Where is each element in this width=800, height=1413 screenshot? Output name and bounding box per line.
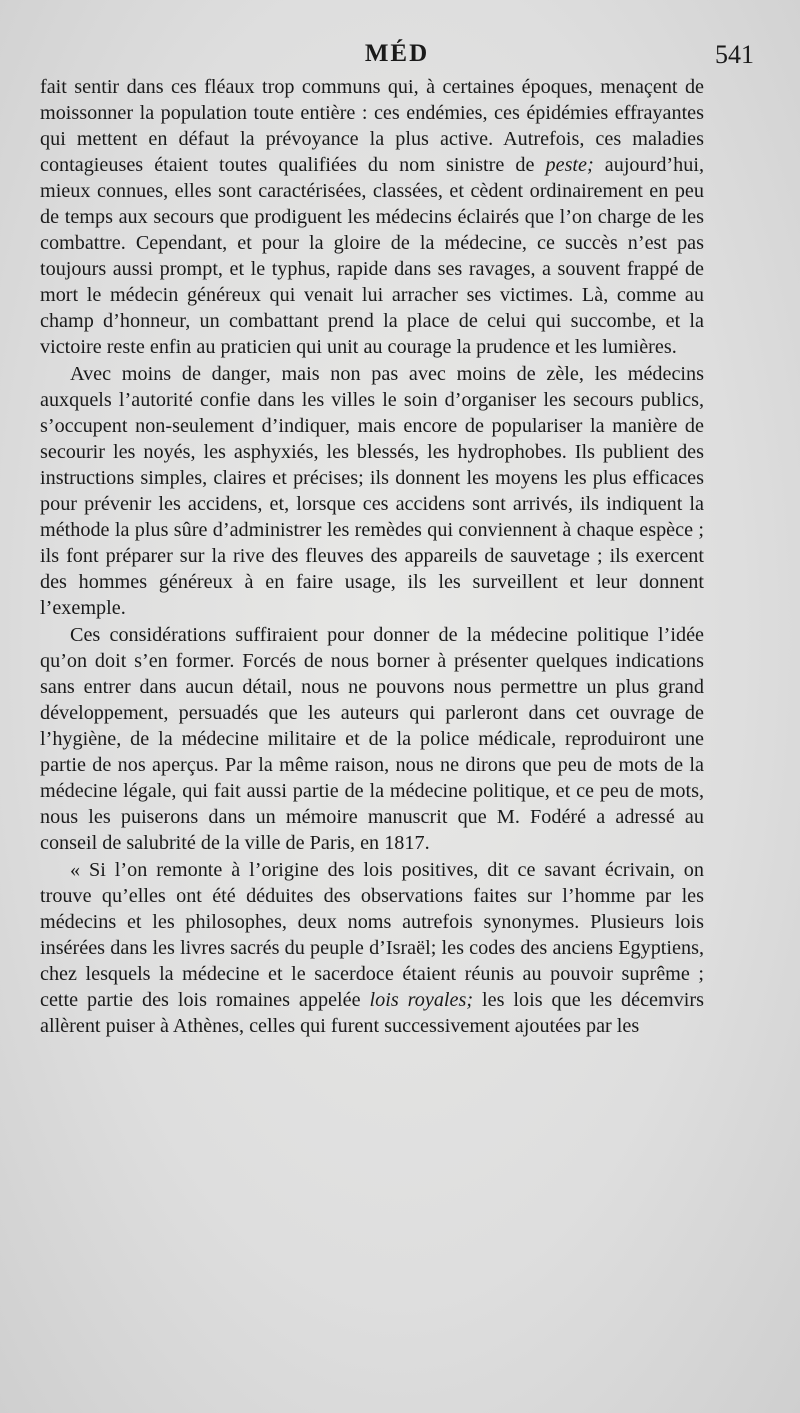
italic-term-lois-royales: lois royales;	[369, 989, 474, 1011]
running-head: MÉD	[364, 40, 430, 67]
paragraph-text: fait sentir dans ces fléaux trop communs qui, à certaines époques, menaçent de moissonner la population toute entière : ces endémies, ces épidémies effrayantes qui mettent en défaut la prévoyance la plus active. Autrefois, ces maladies contagieuses étaient toutes qualifiées du nom sinistre de	[40, 76, 704, 176]
paragraph-text: aujourd’hui, mieux connues, elles sont caractérisées, classées, et cèdent ordinairement en peu de temps aux secours que prodiguent les médecins éclairés que l’on charge de les combattre. Cependant, et pour la gloire de la médecine, ce succès n’est pas toujours aussi prompt, et le typhus, rapide dans ses ravages, a souvent frappé de mort le médecin généreux qui venait lui arracher ses victimes. Là, comme au champ d’honneur, un combattant prend la place de celui qui succombe, et la victoire reste enfin au praticien qui unit au courage la prudence et les lumières.	[40, 154, 705, 358]
italic-term-peste: peste;	[545, 154, 594, 176]
paragraph-text: « Si l’on remonte à l’origine des lois positives, dit ce savant écrivain, on trouve qu’elles ont été déduites des observations faites sur l’homme par les médecins et les philosophes, deux noms autrefois synonymes. Plusieurs lois insérées dans les livres sacrés du peuple d’Israël; les codes des anciens Egyptiens, chez lesquels la médecine et le sacerdoce étaient réunis au pouvoir suprême ; cette partie des lois romaines appelée	[40, 859, 704, 1011]
paragraph-2	[40, 361, 704, 621]
paragraph-text: Ces considérations suffiraient pour donner de la médecine politique l’idée qu’on doit s’en former. Forcés de nous borner à présenter quelques indications sans entrer dans aucun détail, nous ne pouvons nous permettre un plus grand développement, persuadés que les auteurs qui parleront dans cet ouvrage de l’hygiène, de la médecine militaire et de la police médicale, reproduiront une partie de nos aperçus. Par la même raison, nous ne dirons que peu de mots de la médecine légale, qui fait aussi partie de la médecine politique, et ce peu de mots, nous les puiserons dans un mémoire manuscrit que M. Fodéré a adressé au conseil de salubrité de la ville de Paris, en 1817.	[40, 624, 704, 854]
paragraph-4	[40, 857, 704, 1039]
paragraph-3	[40, 622, 704, 856]
paragraph-text: Avec moins de danger, mais non pas avec moins de zèle, les médecins auxquels l’autorité confie dans les villes le soin d’organiser les secours publics, s’occupent non-seulement d’indiquer, mais encore de populariser la manière de secourir les noyés, les asphyxiés, les blessés, les hydrophobes. Ils publient des instructions simples, claires et précises; ils donnent les moyens les plus efficaces pour prévenir les accidens, et, lorsque ces accidens sont arrivés, ils indiquent la méthode la plus sûre d’administrer les remèdes qui conviennent à chaque espèce ; ils font préparer sur la rive des fleuves des appareils de sauvetage ; ils exercent des hommes généreux à en faire usage, ils les surveillent et leur donnent l’exemple.	[40, 363, 704, 619]
body-text	[40, 74, 704, 1039]
paragraph-1	[40, 74, 704, 360]
page-number: 541	[715, 40, 754, 69]
page-header	[40, 40, 754, 76]
paragraph-text: les lois que les décemvirs allèrent puiser à Athènes, celles qui furent successivement ajoutées par les	[40, 989, 704, 1037]
